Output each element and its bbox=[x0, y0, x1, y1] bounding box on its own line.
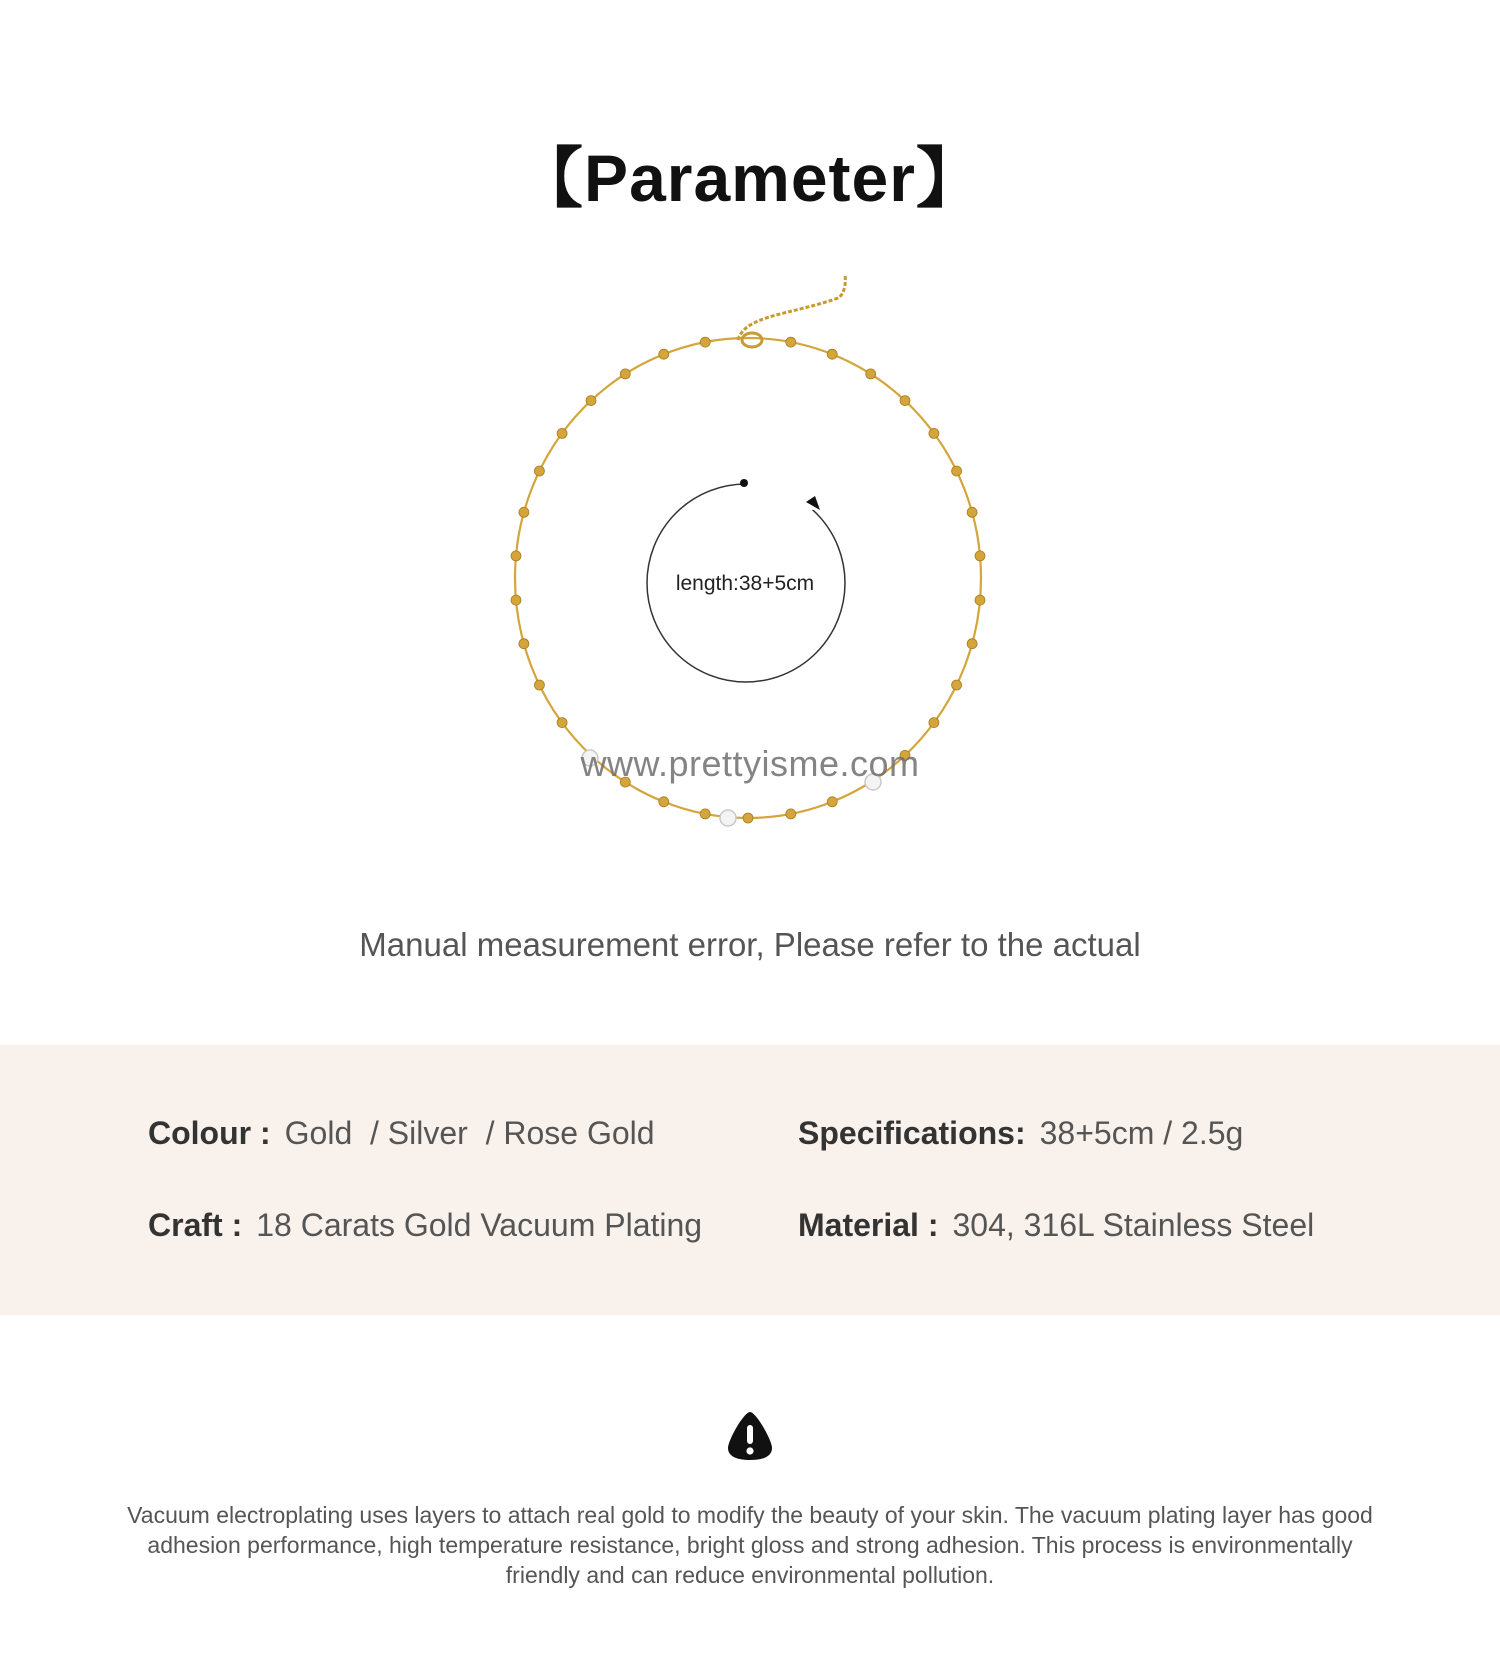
gold-bead bbox=[586, 396, 596, 406]
spec-craft bbox=[148, 1207, 702, 1244]
gold-bead bbox=[511, 551, 521, 561]
gold-bead bbox=[519, 639, 529, 649]
gold-bead bbox=[700, 337, 710, 347]
gold-bead bbox=[952, 680, 962, 690]
spec-specifications-value: 38+5cm / 2.5g bbox=[1039, 1115, 1244, 1151]
spec-specifications-label: Specifications: bbox=[798, 1115, 1026, 1151]
spec-material-label: Material : bbox=[798, 1207, 939, 1243]
gold-bead bbox=[929, 428, 939, 438]
gold-bead bbox=[827, 797, 837, 807]
measurement-note: Manual measurement error, Please refer to the actual bbox=[359, 926, 1141, 963]
page-title: 【Parameter】 bbox=[517, 141, 983, 215]
spec-material bbox=[798, 1207, 1314, 1244]
gold-bead bbox=[975, 551, 985, 561]
gold-bead bbox=[967, 639, 977, 649]
gold-bead bbox=[975, 595, 985, 605]
gold-bead bbox=[511, 595, 521, 605]
gold-bead bbox=[786, 809, 796, 819]
gold-bead bbox=[557, 428, 567, 438]
spec-specifications bbox=[798, 1115, 1243, 1152]
spec-colour-value: Gold / Silver / Rose Gold bbox=[284, 1115, 655, 1151]
gold-bead bbox=[827, 349, 837, 359]
gold-bead bbox=[557, 718, 567, 728]
spec-craft-label: Craft : bbox=[148, 1207, 243, 1243]
plating-description: Vacuum electroplating uses layers to attach real gold to modify the beauty of your skin. The vacuum plating layer has good adhesion performance, high temperature resistance, bright gloss and strong adhesion. This process is environmentally friendly and can reduce environmental pollution. bbox=[127, 1502, 1373, 1588]
gold-bead bbox=[700, 809, 710, 819]
gold-bead bbox=[900, 396, 910, 406]
length-label: length:38+5cm bbox=[675, 572, 815, 595]
spec-craft-value: 18 Carats Gold Vacuum Plating bbox=[256, 1207, 703, 1243]
crystal-charm-center bbox=[720, 810, 736, 826]
gold-bead bbox=[534, 466, 544, 476]
gold-bead bbox=[929, 718, 939, 728]
gold-bead bbox=[786, 337, 796, 347]
gold-bead bbox=[620, 369, 630, 379]
exclamation-badge-icon bbox=[726, 1410, 774, 1462]
gold-bead bbox=[519, 507, 529, 517]
gold-bead bbox=[743, 813, 753, 823]
gold-bead bbox=[659, 349, 669, 359]
spec-colour-label: Colour : bbox=[148, 1115, 271, 1151]
watermark: www.prettyisme.com bbox=[580, 743, 920, 784]
gold-bead bbox=[967, 507, 977, 517]
spec-colour bbox=[148, 1115, 655, 1152]
extension-chain bbox=[738, 275, 845, 340]
gold-bead bbox=[659, 797, 669, 807]
measurement-start-dot bbox=[740, 479, 748, 487]
specs-band bbox=[0, 1045, 1500, 1315]
spec-material-value: 304, 316L Stainless Steel bbox=[952, 1207, 1315, 1243]
gold-bead bbox=[534, 680, 544, 690]
gold-bead bbox=[952, 466, 962, 476]
lobster-clasp bbox=[742, 333, 762, 347]
gold-bead bbox=[866, 369, 876, 379]
